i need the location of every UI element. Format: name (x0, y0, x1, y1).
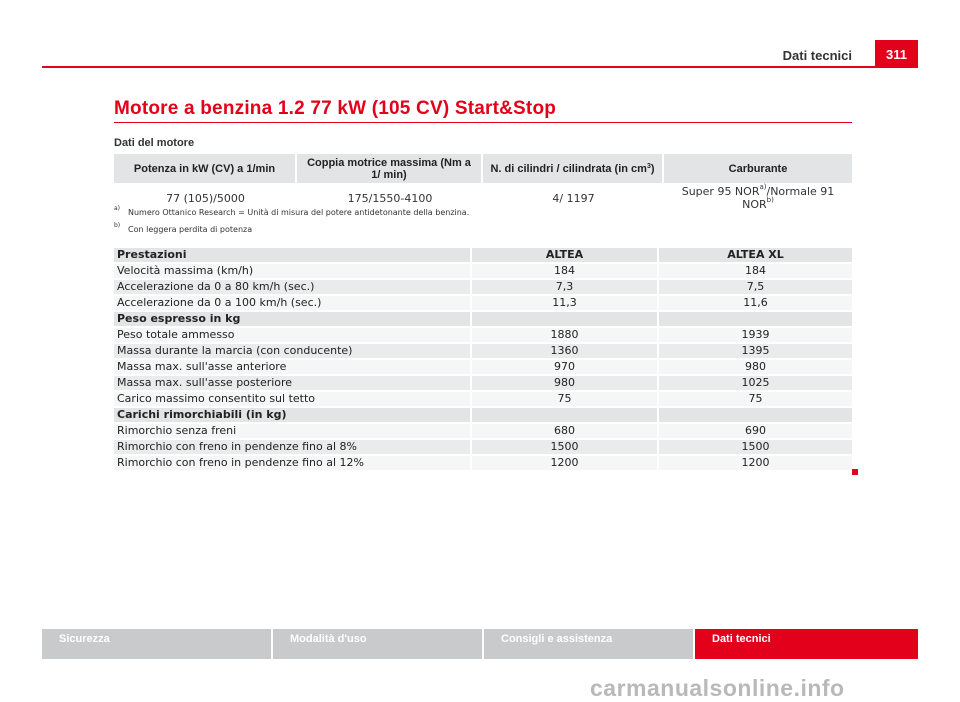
footnote-ref-b[interactable]: b) (766, 196, 774, 204)
footnote-a-text: Numero Ottanico Research = Unità di misura del potere antidetonante della benzina. (128, 208, 470, 217)
engine-torque-value: 175/1550-4100 (297, 183, 483, 211)
altea-xl-value: 184 (657, 262, 852, 278)
altea-xl-value: 1500 (657, 438, 852, 454)
altea-xl-value: 75 (657, 390, 852, 406)
nav-tab-sicurezza[interactable]: Sicurezza (42, 629, 271, 659)
performance-row (114, 278, 852, 294)
row-label: Massa max. sull'asse anteriore (114, 358, 470, 374)
row-label: Accelerazione da 0 a 100 km/h (sec.) (114, 294, 470, 310)
altea-xl-value: 690 (657, 422, 852, 438)
row-label: Rimorchio senza freni (114, 422, 470, 438)
performance-section-row (114, 406, 852, 422)
performance-row (114, 374, 852, 390)
nav-tab-dati-tecnici[interactable]: Dati tecnici (695, 629, 918, 659)
altea-value: 7,3 (470, 278, 657, 294)
performance-row (114, 422, 852, 438)
footnote-a-mark: a) (114, 205, 121, 212)
performance-row (114, 294, 852, 310)
performance-row (114, 390, 852, 406)
engine-col-fuel: Carburante (664, 154, 852, 183)
watermark: carmanualsonline.info (590, 675, 845, 701)
performance-row (114, 438, 852, 454)
altea-value: 184 (470, 262, 657, 278)
altea-xl-value: 1939 (657, 326, 852, 342)
engine-header-row (114, 154, 852, 183)
performance-section-row (114, 310, 852, 326)
altea-value: 11,3 (470, 294, 657, 310)
altea-xl-value: 980 (657, 358, 852, 374)
altea-value: 680 (470, 422, 657, 438)
altea-value: 1360 (470, 342, 657, 358)
altea-value: 980 (470, 374, 657, 390)
engine-data-row (114, 183, 852, 211)
altea-value: 970 (470, 358, 657, 374)
row-label: Rimorchio con freno in pendenze fino al 12% (114, 454, 470, 470)
title-rule (114, 122, 852, 123)
row-label: Velocità massima (km/h) (114, 262, 470, 278)
engine-col-power: Potenza in kW (CV) a 1/min (114, 154, 297, 183)
row-label: Rimorchio con freno in pendenze fino al 8% (114, 438, 470, 454)
altea-xl-value (657, 406, 852, 422)
top-rule (42, 66, 918, 68)
performance-header-label: Prestazioni (114, 248, 470, 262)
altea-value: 1880 (470, 326, 657, 342)
altea-value (470, 406, 657, 422)
performance-row (114, 454, 852, 470)
footnote-ref-a[interactable]: a) (759, 183, 767, 191)
engine-data-table (114, 154, 852, 211)
performance-row (114, 262, 852, 278)
row-label: Carico massimo consentito sul tetto (114, 390, 470, 406)
engine-cylinders-value: 4/ 1197 (483, 183, 664, 211)
row-label: Accelerazione da 0 a 80 km/h (sec.) (114, 278, 470, 294)
performance-row (114, 326, 852, 342)
engine-col-cylinders (483, 154, 664, 183)
altea-xl-value: 1395 (657, 342, 852, 358)
section-label: Carichi rimorchiabili (in kg) (114, 406, 470, 422)
performance-table (114, 248, 852, 470)
running-head: Dati tecnici (782, 48, 852, 63)
footnote-b-mark: b) (114, 222, 121, 229)
section-label: Peso espresso in kg (114, 310, 470, 326)
altea-value: 1200 (470, 454, 657, 470)
footnote-b-text: Con leggera perdita di potenza (128, 225, 253, 234)
fuel-normal: /Normale 91 NOR (742, 185, 835, 211)
page-number: 311 (875, 40, 918, 68)
engine-col-cylinders-label: N. di cilindri / cilindrata (in cm (490, 162, 647, 175)
altea-xl-value: 1025 (657, 374, 852, 390)
performance-header-altea: ALTEA (470, 248, 657, 262)
nav-tab-modalita-uso[interactable]: Modalità d'uso (273, 629, 482, 659)
fuel-super: Super 95 NOR (681, 185, 760, 198)
performance-row (114, 358, 852, 374)
altea-value: 1500 (470, 438, 657, 454)
engine-fuel-value (664, 183, 852, 211)
engine-col-torque: Coppia motrice massima (Nm a 1/ min) (297, 154, 483, 183)
cm3-superscript: 3 (646, 162, 651, 170)
page-title: Motore a benzina 1.2 77 kW (105 CV) Start&Stop (114, 98, 557, 119)
altea-xl-value (657, 310, 852, 326)
row-label: Peso totale ammesso (114, 326, 470, 342)
bottom-nav (42, 629, 918, 659)
end-of-section-marker (852, 469, 858, 475)
performance-header-row (114, 248, 852, 262)
altea-xl-value: 11,6 (657, 294, 852, 310)
nav-tab-consigli-assistenza[interactable]: Consigli e assistenza (484, 629, 693, 659)
performance-row (114, 342, 852, 358)
engine-power-value: 77 (105)/5000 (114, 183, 297, 211)
row-label: Massa max. sull'asse posteriore (114, 374, 470, 390)
performance-header-altea-xl: ALTEA XL (657, 248, 852, 262)
altea-xl-value: 1200 (657, 454, 852, 470)
altea-xl-value: 7,5 (657, 278, 852, 294)
row-label: Massa durante la marcia (con conducente) (114, 342, 470, 358)
engine-data-heading: Dati del motore (114, 137, 195, 149)
engine-col-cylinders-close: ) (650, 162, 655, 175)
altea-value (470, 310, 657, 326)
altea-value: 75 (470, 390, 657, 406)
